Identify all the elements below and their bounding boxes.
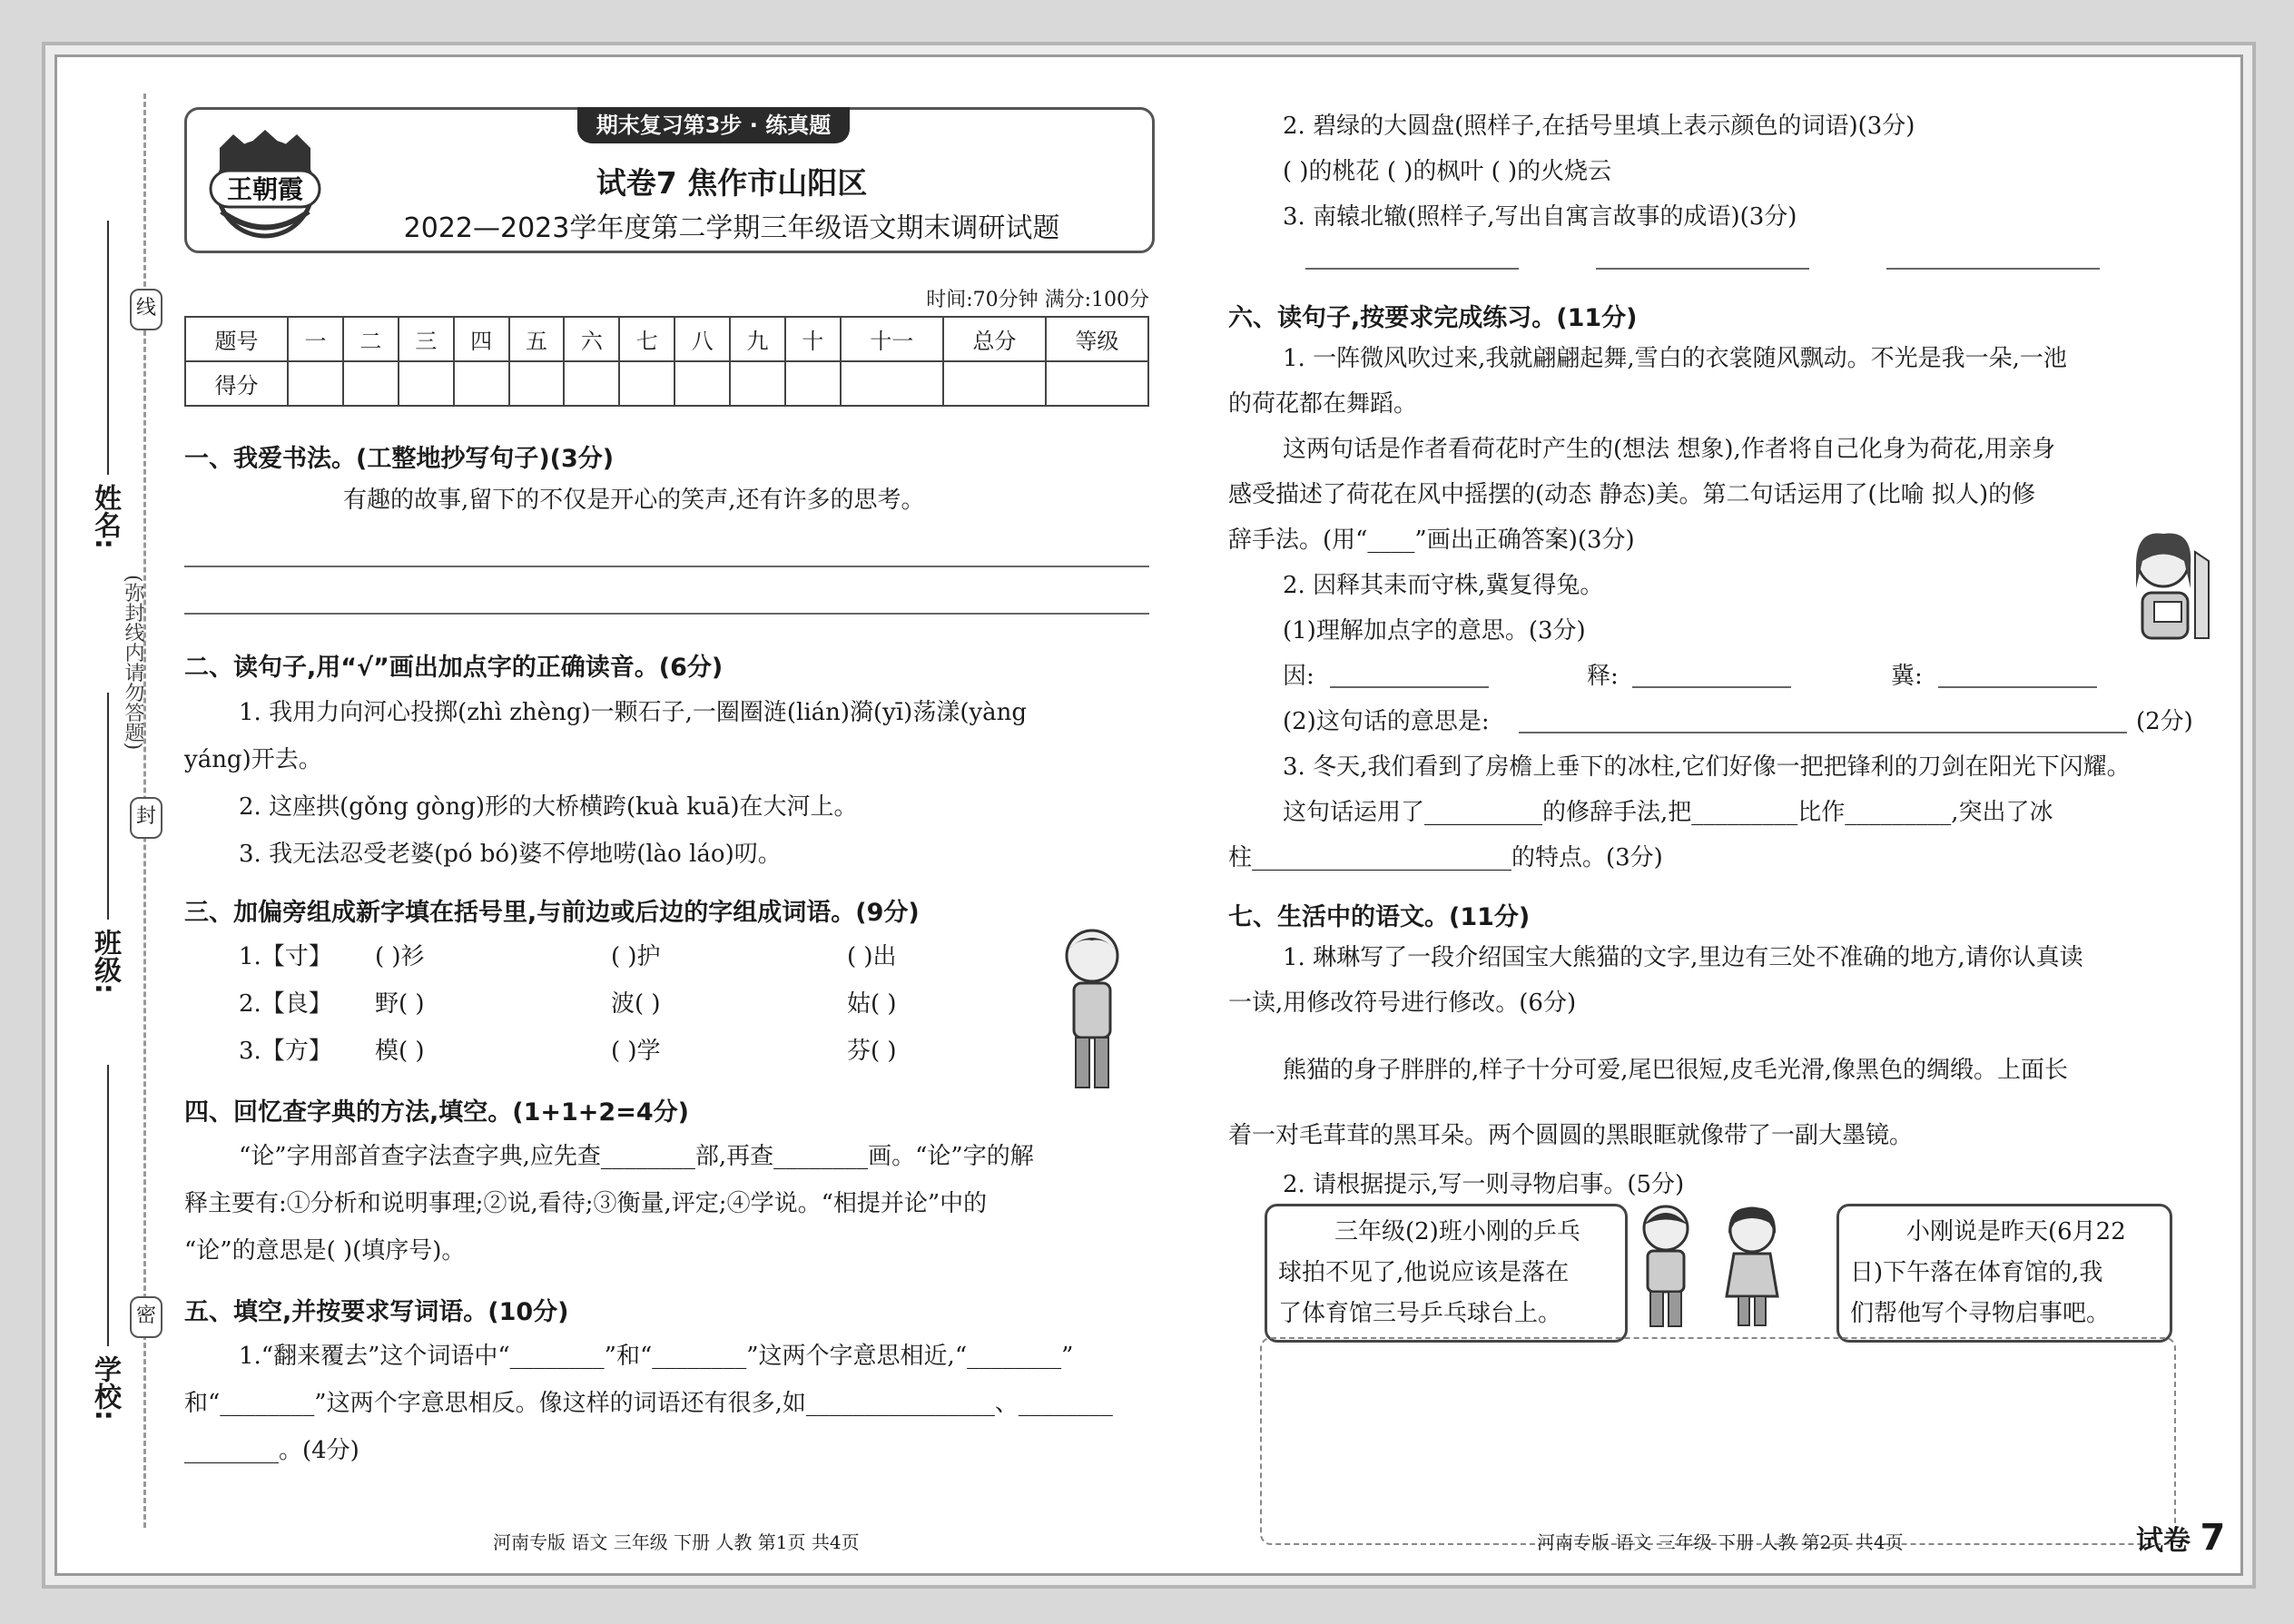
radical-blank[interactable]: 野( ): [375, 990, 425, 1018]
panda-task-line-1: 1. 琳琳写了一段介绍国宝大熊猫的文字,里边有三处不准确的地方,请你认真读: [1283, 944, 2083, 971]
bubble-left-line: 三年级(2)班小刚的乒乓: [1334, 1218, 1580, 1245]
thinking-boy-illustration: [1051, 924, 1133, 1097]
score-input[interactable]: [730, 361, 785, 406]
score-cell: 四: [454, 317, 509, 361]
meaning-yin-label: 因:: [1283, 663, 1314, 690]
dictionary-line-2: 释主要有:①分析和说明事理;②说,看待;③衡量,评定;④学说。“相提并论”中的: [184, 1190, 988, 1217]
answer-line[interactable]: [1938, 686, 2097, 688]
section-5-title: 五、填空,并按要求写词语。(10分): [184, 1298, 569, 1326]
footer-left: 河南专版 语文 三年级 下册 人教 第1页 共4页: [493, 1531, 860, 1553]
score-cell: 十一: [841, 317, 943, 361]
answer-line[interactable]: [1886, 268, 2100, 270]
idiom-line-1: 1.“翻来覆去”这个词语中“________”和“________”这两个字意思相近,“________”: [239, 1343, 1074, 1370]
score-input[interactable]: [785, 361, 841, 406]
score-input[interactable]: [1046, 361, 1148, 406]
lotus-line-5: 辞手法。(用“____”画出正确答案)(3分): [1228, 527, 1635, 554]
dictionary-line-1: “论”字用部首查字法查字典,应先查________部,再查________画。“论”字的解: [239, 1143, 1034, 1170]
section-2-title: 二、读句子,用“√”画出加点字的正确读音。(6分): [184, 654, 724, 682]
section-6-title: 六、读句子,按要求完成练习。(11分): [1228, 304, 1638, 332]
icicle-question-2: 柱______________________的特点。(3分): [1228, 844, 1663, 871]
score-input[interactable]: [841, 361, 943, 406]
seal-mark-line: 线: [130, 289, 162, 330]
lotus-line-4: 感受描述了荷花在风中摇摆的(动态 静态)美。第二句话运用了(比喻 拟人)的修: [1228, 481, 2036, 508]
bubble-right-line: 日)下午落在体育馆的,我: [1850, 1259, 2103, 1286]
score-cell: 一: [288, 317, 343, 361]
bubble-left-line: 了体育馆三号乒乓球台上。: [1278, 1300, 1562, 1327]
lotus-line-2: 的荷花都在舞蹈。: [1228, 390, 1418, 418]
pinyin-q2: 2. 这座拱(gǒng gòng)形的大桥横跨(kuà kuā)在大河上。: [239, 793, 858, 821]
score-cell: 十: [785, 317, 841, 361]
class-line: [107, 693, 109, 920]
seal-mark-secret: 密: [130, 1296, 162, 1338]
score-input[interactable]: [943, 361, 1046, 406]
score-cell: 五: [509, 317, 565, 361]
score-cell: 九: [730, 317, 785, 361]
footer-right: 河南专版 语文 三年级 下册 人教 第2页 共4页: [1537, 1531, 1904, 1553]
score-cell: 总分: [943, 317, 1046, 361]
brand-logo: [202, 121, 329, 239]
score-header-row: [185, 317, 1148, 361]
radical-blank[interactable]: ( )衫: [375, 943, 425, 970]
name-label: 姓名:: [89, 484, 121, 549]
bubble-right-line: 们帮他写个寻物启事吧。: [1850, 1300, 2111, 1327]
score-table: [184, 316, 1149, 407]
radical-blank[interactable]: 波( ): [611, 990, 661, 1018]
score-input[interactable]: [343, 361, 399, 406]
school-line: [107, 1065, 109, 1346]
score-cell: 六: [564, 317, 619, 361]
score-cell: 二: [343, 317, 399, 361]
color-word-blanks[interactable]: ( )的桃花 ( )的枫叶 ( )的火烧云: [1283, 158, 1612, 185]
score-input[interactable]: [674, 361, 730, 406]
answer-line[interactable]: [1596, 268, 1809, 270]
meaning-ji-label: 冀:: [1891, 663, 1923, 690]
paper-tag-number: 7: [2200, 1517, 2226, 1559]
binding-gutter: [57, 57, 166, 1573]
dictionary-line-3: “论”的意思是( )(填序号)。: [184, 1237, 466, 1265]
panda-task-line-2: 一读,用修改符号进行修改。(6分): [1228, 989, 1577, 1017]
score-input[interactable]: [564, 361, 619, 406]
score-cell: 八: [674, 317, 730, 361]
radical-row-2-label: 2.【良】: [239, 990, 332, 1018]
classical-sentence: 2. 因释其耒而守株,冀复得兔。: [1283, 572, 1604, 599]
writing-line[interactable]: [184, 566, 1149, 567]
copy-sentence: 有趣的故事,留下的不仅是开心的笑声,还有许多的思考。: [343, 487, 925, 514]
radical-blank[interactable]: 芬( ): [847, 1038, 897, 1065]
class-label: 班级:: [89, 929, 121, 994]
score-input[interactable]: [509, 361, 565, 406]
score-cell: 七: [619, 317, 674, 361]
score-row-label: 得分: [185, 361, 288, 406]
paper-tag-text: 试卷: [2136, 1525, 2191, 1557]
speech-bubble-left: [1265, 1204, 1628, 1343]
score-input[interactable]: [619, 361, 674, 406]
meaning-shi-label: 释:: [1587, 663, 1619, 690]
name-line: [107, 221, 109, 475]
panda-passage-1: 熊猫的身子胖胖的,样子十分可爱,尾巴很短,皮毛光滑,像黑色的绸缎。上面长: [1283, 1057, 2069, 1084]
icicle-question-1: 这句话运用了__________的修辞手法,把_________比作_________,突出了冰: [1283, 799, 2053, 826]
bubble-left-line: 球拍不见了,他说应该是落在: [1278, 1259, 1570, 1286]
answer-line[interactable]: [1305, 268, 1519, 270]
time-score-meta: 时间:70分钟 满分:100分: [926, 289, 1149, 311]
radical-row-1-label: 1.【寸】: [239, 943, 332, 970]
school-label: 学校:: [89, 1355, 121, 1421]
header-banner: [184, 107, 1155, 253]
radical-row-3-label: 3.【方】: [239, 1038, 332, 1065]
score-input[interactable]: [399, 361, 454, 406]
score-cell: 等级: [1046, 317, 1148, 361]
lost-notice-answer-box[interactable]: [1260, 1337, 2176, 1545]
sentence-meaning-score: (2分): [2136, 708, 2193, 735]
word-meaning-question: (1)理解加点字的意思。(3分): [1283, 617, 1586, 645]
answer-line[interactable]: [1632, 686, 1791, 688]
score-input[interactable]: [288, 361, 343, 406]
color-word-question: 2. 碧绿的大圆盘(照样子,在括号里填上表示颜色的词语)(3分): [1283, 113, 1915, 140]
panda-passage-2: 着一对毛茸茸的黑耳朵。两个圆圆的黑眼眶就像带了一副大墨镜。: [1228, 1122, 1914, 1149]
lotus-line-1: 1. 一阵微风吹过来,我就翩翩起舞,雪白的衣裳随风飘动。不光是我一朵,一池: [1283, 345, 2067, 372]
writing-line[interactable]: [184, 613, 1149, 615]
fable-idiom-question: 3. 南辕北辙(照样子,写出自寓言故事的成语)(3分): [1283, 203, 1797, 231]
pinyin-q1-cont: yáng)开去。: [184, 746, 322, 773]
score-value-row: [185, 361, 1148, 406]
svg-text:王朝霞: 王朝霞: [226, 174, 304, 204]
pinyin-q1: 1. 我用力向河心投掷(zhì zhèng)一颗石子,一圈圈涟(lián)漪(yī)荡漾(yàng: [239, 699, 1028, 726]
section-7-title: 七、生活中的语文。(11分): [1228, 903, 1531, 931]
seal-note: (弥封线内请勿答题): [122, 575, 144, 751]
paper-tag: [2136, 1517, 2225, 1559]
radical-blank[interactable]: ( )出: [847, 943, 897, 970]
section-1-title: 一、我爱书法。(工整地抄写句子)(3分): [184, 445, 615, 473]
radical-blank[interactable]: 姑( ): [847, 990, 897, 1018]
speech-bubble-right: [1836, 1204, 2172, 1343]
answer-line[interactable]: [1519, 732, 2127, 733]
icicle-sentence: 3. 冬天,我们看到了房檐上垂下的冰柱,它们好像一把把锋利的刀剑在阳光下闪耀。: [1283, 753, 2131, 781]
idiom-line-2: 和“________”这两个字意思相反。像这样的词语还有很多,如________________、________: [184, 1390, 1113, 1417]
score-input[interactable]: [454, 361, 509, 406]
exam-sheet: [54, 54, 2243, 1576]
exam-subtitle: 2022—2023学年度第二学期三年级语文期末调研试题: [403, 212, 1060, 244]
bubble-right-line: 小刚说是昨天(6月22: [1906, 1218, 2126, 1245]
lost-notice-task: 2. 请根据提示,写一则寻物启事。(5分): [1283, 1171, 1685, 1198]
girl-speaker-illustration: [1718, 1201, 1787, 1328]
radical-blank[interactable]: ( )学: [611, 1038, 661, 1065]
answer-line[interactable]: [1330, 686, 1489, 688]
exam-title: 试卷7 焦作市山阳区: [596, 165, 868, 201]
radical-blank[interactable]: 模( ): [375, 1038, 425, 1065]
sentence-meaning-question: (2)这句话的意思是:: [1283, 708, 1490, 735]
radical-blank[interactable]: ( )护: [611, 943, 661, 970]
reading-girl-illustration: [2122, 525, 2213, 643]
boy-speaker-illustration: [1632, 1201, 1700, 1328]
idiom-line-3: ________。(4分): [184, 1437, 359, 1464]
seal-mark-seal: 封: [130, 797, 162, 839]
score-cell: 题号: [185, 317, 288, 361]
banner-tab: 期末复习第3步 · 练真题: [577, 107, 850, 143]
lotus-line-3: 这两句话是作者看荷花时产生的(想法 想象),作者将自己化身为荷花,用亲身: [1283, 436, 2056, 463]
score-cell: 三: [399, 317, 454, 361]
section-3-title: 三、加偏旁组成新字填在括号里,与前边或后边的字组成词语。(9分): [184, 899, 920, 927]
section-4-title: 四、回忆查字典的方法,填空。(1+1+2=4分): [184, 1098, 689, 1127]
pinyin-q3: 3. 我无法忍受老婆(pó bó)婆不停地唠(lào láo)叨。: [239, 841, 782, 868]
